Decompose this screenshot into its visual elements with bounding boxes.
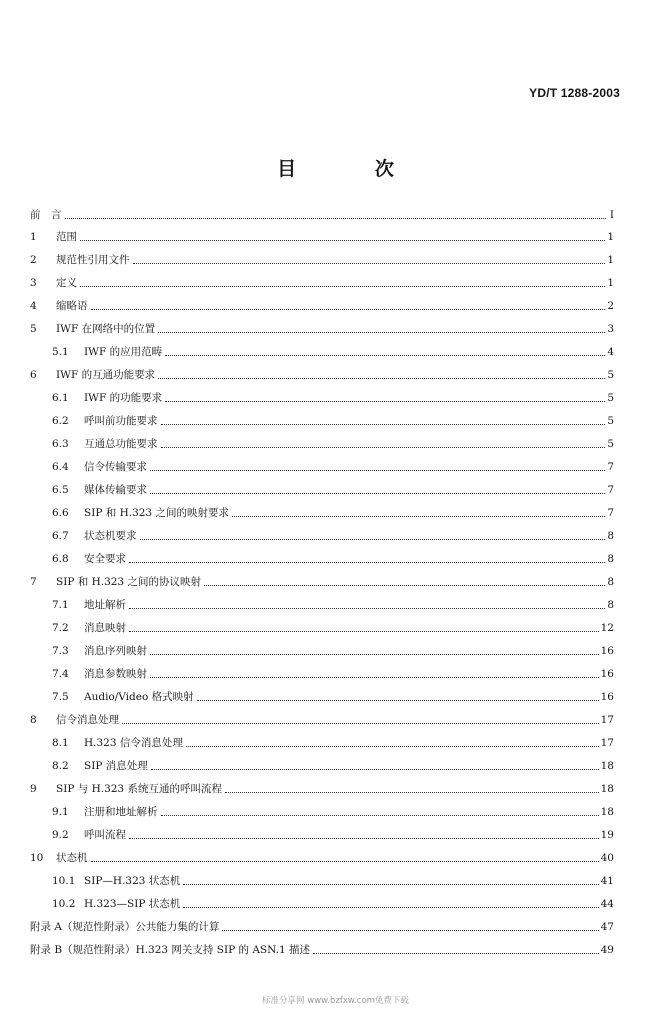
toc-entry-number: 6.1 xyxy=(52,392,69,404)
toc-entry-number: 6.3 xyxy=(52,438,69,450)
toc-entry[interactable] xyxy=(30,939,614,957)
dot-leader xyxy=(151,768,599,770)
watermark-footer: 标准分享网 www.bzfxw.com免费下载 xyxy=(262,996,409,1006)
toc-entry-number: 10 xyxy=(30,852,44,864)
toc-entry-page: 12 xyxy=(600,622,614,634)
toc-entry[interactable] xyxy=(30,204,614,222)
toc-entry[interactable] xyxy=(30,617,614,635)
dot-leader xyxy=(150,469,605,471)
toc-entry[interactable] xyxy=(30,709,614,727)
page-title xyxy=(0,154,671,181)
toc-entry-number: 6.6 xyxy=(52,507,69,519)
toc-entry[interactable] xyxy=(30,456,614,474)
toc-entry-title: H.323 信令消息处理 xyxy=(84,737,183,749)
toc-entry-title: 媒体传输要求 xyxy=(84,484,147,496)
toc-entry-page: 1 xyxy=(607,254,614,266)
toc-entry-number: 3 xyxy=(30,277,37,289)
toc-entry[interactable] xyxy=(30,249,614,267)
toc-entry-number: 9.2 xyxy=(52,829,69,841)
toc-entry-page: 8 xyxy=(607,530,614,542)
dot-leader xyxy=(150,676,599,678)
toc-entry[interactable] xyxy=(30,640,614,658)
toc-entry-number: 9 xyxy=(30,783,37,795)
toc-entry-page: 8 xyxy=(607,553,614,565)
toc-entry-page: 7 xyxy=(607,507,614,519)
toc-entry[interactable] xyxy=(30,755,614,773)
toc-entry-title: 状态机 xyxy=(56,852,88,864)
toc-entry-title: H.323—SIP 状态机 xyxy=(84,898,181,910)
toc-entry-title: 公共能力集的计算 xyxy=(135,921,220,933)
toc-entry[interactable] xyxy=(30,893,614,911)
toc-entry-page: 16 xyxy=(600,668,614,680)
toc-entry[interactable] xyxy=(30,732,614,750)
toc-entry-number: 9.1 xyxy=(52,806,69,818)
toc-entry-page: 8 xyxy=(607,576,614,588)
dot-leader xyxy=(158,331,605,333)
toc-entry-title: 互通总功能要求 xyxy=(84,438,158,450)
toc-entry-page: 7 xyxy=(607,461,614,473)
toc-entry-title: IWF 的应用范畴 xyxy=(84,346,163,358)
toc-entry-page: 49 xyxy=(600,944,614,956)
toc-entry-title: 信令消息处理 xyxy=(56,714,119,726)
toc-entry-number: 7.1 xyxy=(52,599,69,611)
toc-entry[interactable] xyxy=(30,433,614,451)
dot-leader xyxy=(129,837,599,839)
toc-entry[interactable] xyxy=(30,663,614,681)
toc-entry-page: 8 xyxy=(607,599,614,611)
dot-leader xyxy=(161,814,599,816)
toc-entry-page: 4 xyxy=(607,346,614,358)
toc-entry-title: 缩略语 xyxy=(56,300,88,312)
toc-entry-title: 安全要求 xyxy=(84,553,126,565)
toc-entry-page: 5 xyxy=(607,438,614,450)
toc-entry-number: 6 xyxy=(30,369,37,381)
toc-entry[interactable] xyxy=(30,801,614,819)
toc-entry-number: 8 xyxy=(30,714,37,726)
dot-leader xyxy=(129,630,599,632)
toc-entry[interactable] xyxy=(30,916,614,934)
toc-entry[interactable] xyxy=(30,548,614,566)
dot-leader xyxy=(165,400,605,402)
toc-entry-title: 呼叫流程 xyxy=(84,829,126,841)
toc-entry-title: 消息序列映射 xyxy=(84,645,147,657)
toc-entry-number: 2 xyxy=(30,254,37,266)
dot-leader xyxy=(161,446,606,448)
toc-entry-number: 附录 B（规范性附录） xyxy=(30,944,136,956)
toc-entry-number: 6.4 xyxy=(52,461,69,473)
dot-leader xyxy=(129,561,605,563)
toc-entry-page: 18 xyxy=(600,806,614,818)
toc-entry-page: 16 xyxy=(600,691,614,703)
dot-leader xyxy=(183,906,598,908)
toc-entry-number: 7.3 xyxy=(52,645,69,657)
toc-entry-title: SIP 和 H.323 之间的映射要求 xyxy=(84,507,229,519)
toc-entry[interactable] xyxy=(30,318,614,336)
toc-entry[interactable] xyxy=(30,824,614,842)
toc-entry-page: 5 xyxy=(607,415,614,427)
dot-leader xyxy=(65,217,607,219)
toc-entry-page: 44 xyxy=(600,898,614,910)
dot-leader xyxy=(133,262,606,264)
toc-entry[interactable] xyxy=(30,847,614,865)
toc-entry-title: SIP 与 H.323 系统互通的呼叫流程 xyxy=(56,783,222,795)
dot-leader xyxy=(165,354,605,356)
toc-entry-number: 前 言 xyxy=(30,209,62,221)
toc-entry-page: 17 xyxy=(600,714,614,726)
toc-entry-number: 6.2 xyxy=(52,415,69,427)
toc-entry-number: 6.5 xyxy=(52,484,69,496)
toc-entry-number: 5.1 xyxy=(52,346,69,358)
toc-entry[interactable] xyxy=(30,571,614,589)
dot-leader xyxy=(186,745,599,747)
toc-entry[interactable] xyxy=(30,295,614,313)
toc-entry-title: IWF 在网络中的位置 xyxy=(56,323,156,335)
toc-entry-page: 3 xyxy=(607,323,614,335)
toc-entry-number: 1 xyxy=(30,231,37,243)
toc-entry-title: 地址解析 xyxy=(84,599,126,611)
toc-entry[interactable] xyxy=(30,410,614,428)
toc-entry-number: 7.5 xyxy=(52,691,69,703)
toc-entry[interactable] xyxy=(30,341,614,359)
toc-entry-title: IWF 的功能要求 xyxy=(84,392,163,404)
toc-entry-title: SIP 和 H.323 之间的协议映射 xyxy=(56,576,201,588)
dot-leader xyxy=(91,860,599,862)
toc-entry[interactable] xyxy=(30,387,614,405)
dot-leader xyxy=(122,722,599,724)
toc-entry-page: 40 xyxy=(600,852,614,864)
dot-leader xyxy=(129,607,605,609)
toc-entry-page: 1 xyxy=(607,277,614,289)
toc-entry-title: 状态机要求 xyxy=(84,530,137,542)
dot-leader xyxy=(80,285,605,287)
toc-entry-title: 消息映射 xyxy=(84,622,126,634)
toc-entry-number: 附录 A（规范性附录） xyxy=(30,921,136,933)
toc-entry-page: 5 xyxy=(607,392,614,404)
toc-entry-title: 呼叫前功能要求 xyxy=(84,415,158,427)
toc-entry-page: 7 xyxy=(607,484,614,496)
dot-leader xyxy=(150,653,599,655)
toc-entry-page: 5 xyxy=(607,369,614,381)
toc-entry-number: 10.2 xyxy=(52,898,76,910)
toc-entry-page: 41 xyxy=(600,875,614,887)
toc-entry-page: I xyxy=(609,209,614,221)
toc-entry-page: 19 xyxy=(600,829,614,841)
toc-entry[interactable] xyxy=(30,502,614,520)
dot-leader xyxy=(140,538,606,540)
toc-entry[interactable] xyxy=(30,479,614,497)
toc-entry-page: 47 xyxy=(600,921,614,933)
toc-entry[interactable] xyxy=(30,594,614,612)
dot-leader xyxy=(197,699,599,701)
dot-leader xyxy=(222,929,598,931)
toc-entry-title: IWF 的互通功能要求 xyxy=(56,369,156,381)
dot-leader xyxy=(91,308,606,310)
toc-entry-number: 7.4 xyxy=(52,668,69,680)
toc-entry[interactable] xyxy=(30,778,614,796)
toc-entry-page: 18 xyxy=(600,760,614,772)
toc-entry-number: 7.2 xyxy=(52,622,69,634)
toc-entry[interactable] xyxy=(30,686,614,704)
toc-entry-title: SIP—H.323 状态机 xyxy=(84,875,181,887)
toc-entry-title: 信令传输要求 xyxy=(84,461,147,473)
toc-entry-page: 16 xyxy=(600,645,614,657)
toc-entry-number: 6.7 xyxy=(52,530,69,542)
dot-leader xyxy=(204,584,605,586)
toc-entry-title: 注册和地址解析 xyxy=(84,806,158,818)
dot-leader xyxy=(158,377,605,379)
toc-entry-page: 2 xyxy=(607,300,614,312)
toc-entry[interactable] xyxy=(30,272,614,290)
toc-entry-number: 4 xyxy=(30,300,37,312)
toc-entry-page: 18 xyxy=(600,783,614,795)
dot-leader xyxy=(225,791,599,793)
toc-entry-number: 6.8 xyxy=(52,553,69,565)
dot-leader xyxy=(161,423,606,425)
dot-leader xyxy=(150,492,605,494)
standard-code: YD/T 1288-2003 xyxy=(529,86,620,100)
toc-entry-title: Audio/Video 格式映射 xyxy=(84,691,194,703)
dot-leader xyxy=(183,883,598,885)
toc-entry-number: 10.1 xyxy=(52,875,76,887)
toc-entry[interactable] xyxy=(30,226,614,244)
toc-entry-number: 8.1 xyxy=(52,737,69,749)
toc-entry-title: 定义 xyxy=(56,277,77,289)
toc-entry[interactable] xyxy=(30,364,614,382)
toc-entry-title: SIP 消息处理 xyxy=(84,760,148,772)
toc-entry-page: 1 xyxy=(607,231,614,243)
toc-entry-page: 17 xyxy=(600,737,614,749)
toc-entry-number: 8.2 xyxy=(52,760,69,772)
toc-entry-title: 范围 xyxy=(56,231,77,243)
toc-entry-number: 5 xyxy=(30,323,37,335)
dot-leader xyxy=(232,515,605,517)
title-char-right: 次 xyxy=(374,158,394,180)
title-char-left: 目 xyxy=(277,158,297,180)
toc-entry[interactable] xyxy=(30,525,614,543)
dot-leader xyxy=(80,239,605,241)
toc-entry-number: 7 xyxy=(30,576,37,588)
toc-entry-title: 消息参数映射 xyxy=(84,668,147,680)
dot-leader xyxy=(313,952,599,954)
toc-entry-title: H.323 网关支持 SIP 的 ASN.1 描述 xyxy=(135,944,311,956)
toc-entry-title: 规范性引用文件 xyxy=(56,254,130,266)
toc-entry[interactable] xyxy=(30,870,614,888)
